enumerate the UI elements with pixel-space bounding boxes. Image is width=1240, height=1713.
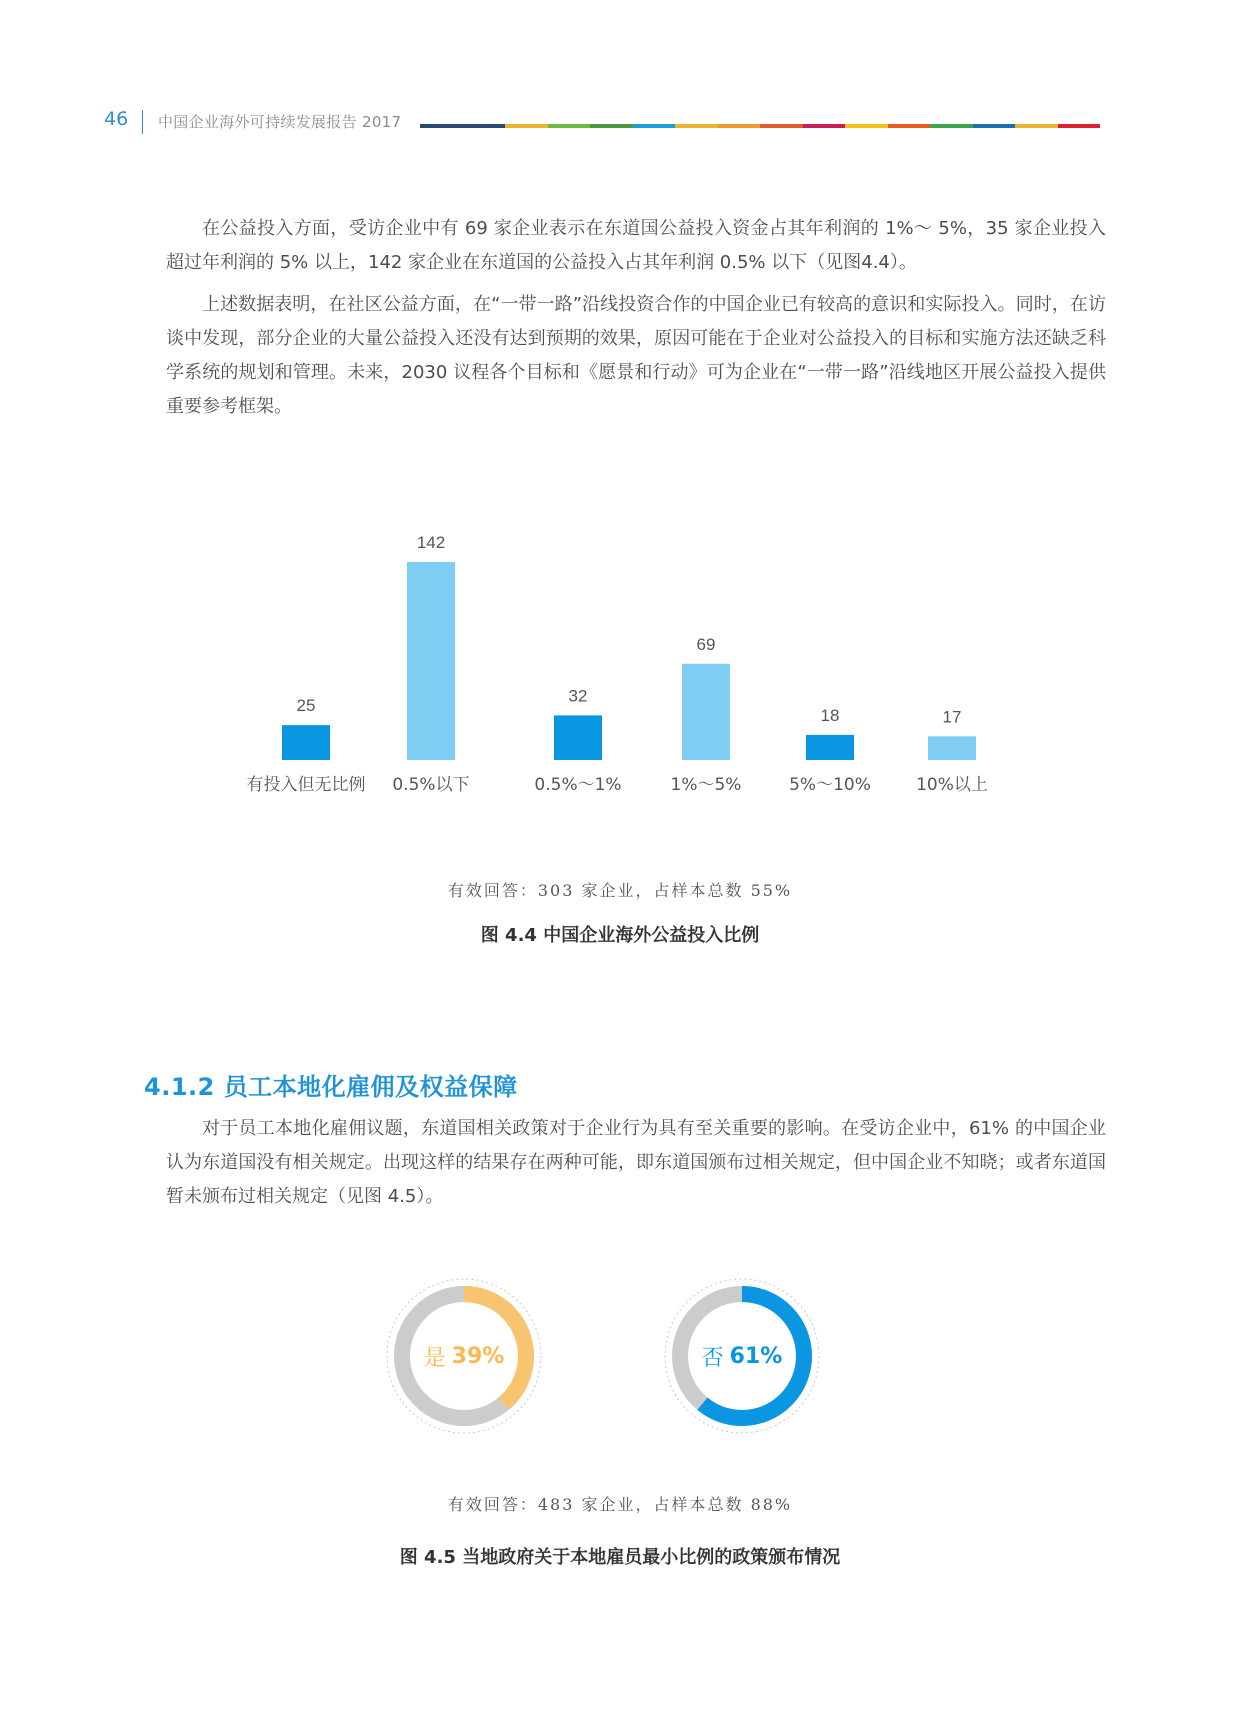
category-label: 0.5%～1% — [534, 775, 622, 795]
color-rule-segment — [675, 124, 718, 128]
donut-yes-label — [384, 1276, 544, 1436]
figure-4-5-caption: 图 4.5 当地政府关于本地雇员最小比例的政策颁布情况 — [399, 1547, 841, 1568]
donut-no-label — [662, 1276, 822, 1436]
color-rule-segment — [718, 124, 761, 128]
bar — [682, 664, 730, 760]
figure-4-4-caption: 图 4.4 中国企业海外公益投入比例 — [480, 925, 760, 946]
category-label: 有投入但无比例 — [246, 775, 366, 795]
donut-yes-value: 39% — [451, 1343, 505, 1369]
report-title: 中国企业海外可持续发展报告 2017 — [158, 113, 402, 131]
bar-value-label: 17 — [942, 707, 962, 727]
bar — [806, 735, 854, 760]
bar — [928, 736, 976, 760]
color-rule-segment — [1015, 124, 1058, 128]
color-rule-segment — [590, 124, 633, 128]
body-text-section — [166, 1112, 1106, 1214]
category-label: 0.5%以下 — [392, 775, 470, 795]
category-label: 10%以上 — [916, 775, 988, 795]
color-rule-segment — [505, 124, 548, 128]
bar — [282, 725, 330, 760]
color-rule-segment — [548, 124, 591, 128]
bar-value-label: 142 — [416, 533, 446, 552]
page-header — [0, 108, 1240, 138]
bar — [554, 715, 602, 760]
header-color-rule — [420, 124, 1100, 128]
paragraph: 在公益投入方面，受访企业中有 69 家企业表示在东道国公益投入资金占其年利润的 1%～ 5%，35 家企业投入超过年利润的 5% 以上，142 家企业在东道国的公益投入占其年利润 0.5% 以下（见图4.4）。 — [166, 218, 1106, 273]
bar-value-label: 69 — [696, 634, 716, 654]
color-rule-segment — [845, 124, 888, 128]
donut-yes — [384, 1276, 544, 1436]
page-number: 46 — [104, 108, 129, 130]
paragraph: 上述数据表明，在社区公益方面，在“一带一路”沿线投资合作的中国企业已有较高的意识和实际投入。同时，在访谈中发现，部分企业的大量公益投入还没有达到预期的效果，原因可能在于企业对公益投入的目标和实施方法还缺乏科学系统的规划和管理。未来，2030 议程各个目标和《愿景和行动》可为企业在“一带一路”沿线地区开展公益投入提供重要参考框架。 — [166, 294, 1106, 417]
paragraph: 对于员工本地化雇佣议题，东道国相关政策对于企业行为具有至关重要的影响。在受访企业中，61% 的中国企业认为东道国没有相关规定。出现这样的结果存在两种可能，即东道国颁布过相关规定，但中国企业不知晓；或者东道国暂未颁布过相关规定（见图 4.5）。 — [166, 1118, 1106, 1207]
bar-value-label: 25 — [296, 696, 316, 716]
donut-no — [662, 1276, 822, 1436]
figure-4-5-note: 有效回答：483 家企业，占样本总数 88% — [447, 1495, 793, 1514]
category-label: 5%～10% — [789, 775, 871, 795]
bar-value-label: 18 — [820, 705, 840, 725]
body-text-top — [166, 212, 1106, 424]
section-heading: 4.1.2 员工本地化雇佣及权益保障 — [144, 1073, 518, 1101]
donut-no-value: 61% — [729, 1343, 783, 1369]
figure-4-4-note: 有效回答：303 家企业，占样本总数 55% — [447, 881, 793, 900]
bar — [407, 562, 455, 760]
color-rule-segment — [930, 124, 973, 128]
color-rule-segment — [633, 124, 676, 128]
donut-yes-text: 是 — [423, 1345, 446, 1371]
color-rule-segment — [463, 124, 506, 128]
color-rule-segment — [760, 124, 803, 128]
color-rule-segment — [803, 124, 846, 128]
color-rule-segment — [973, 124, 1016, 128]
header-divider — [142, 110, 143, 134]
color-rule-segment — [888, 124, 931, 128]
bar-value-label: 32 — [568, 686, 588, 706]
bar-chart-4-4 — [240, 510, 1000, 800]
color-rule-segment — [1058, 124, 1101, 128]
category-label: 1%～5% — [670, 775, 742, 795]
donut-no-text: 否 — [701, 1345, 724, 1371]
color-rule-segment — [420, 124, 463, 128]
